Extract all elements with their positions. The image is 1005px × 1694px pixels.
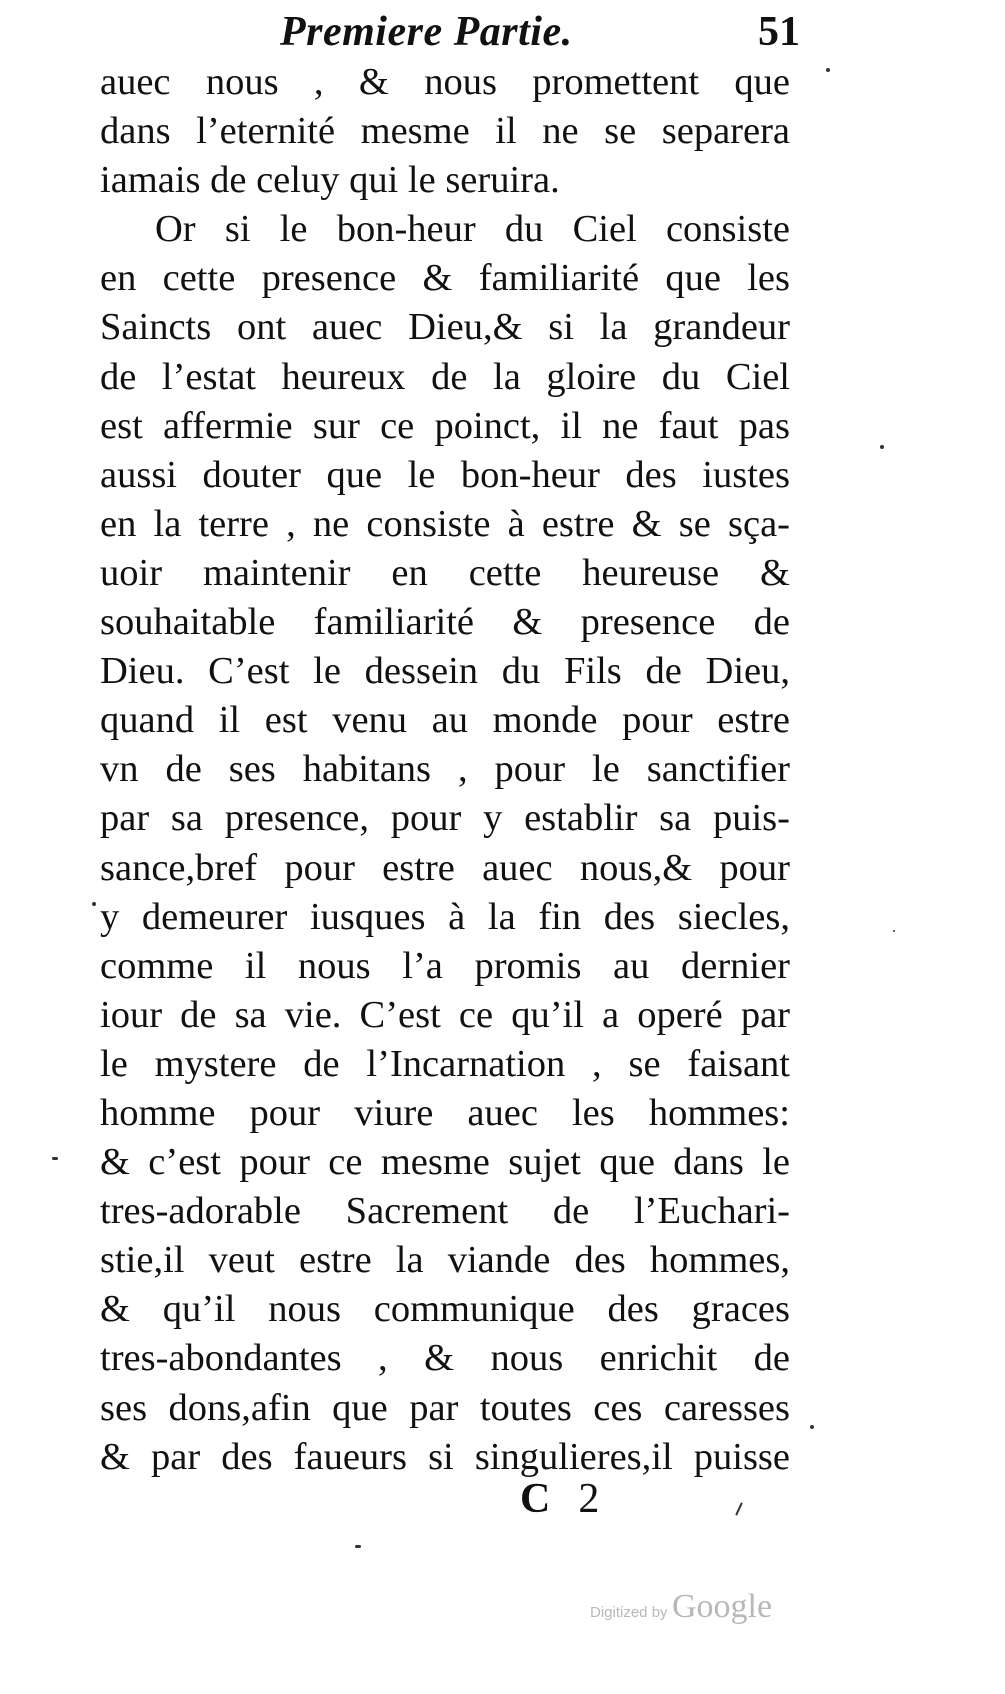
text-line: est affermie sur ce poinct, il ne faut pas <box>100 404 790 447</box>
scan-speck <box>355 1545 361 1548</box>
signature-mark <box>520 1475 627 1523</box>
text-line: dans l’eternité mesme il ne se separera <box>100 110 790 153</box>
text-line: souhaitable familiarité & presence de <box>100 601 790 644</box>
text-line: le mystere de l’Incarnation , se faisant <box>100 1042 790 1085</box>
digitized-watermark <box>590 1588 772 1626</box>
text-line: vn de ses habitans , pour le sanctifier <box>100 748 790 791</box>
text-line: y demeurer iusques à la fin des siecles, <box>100 895 790 938</box>
text-line: & par des faueurs si singulieres,il puisse <box>100 1435 790 1478</box>
text-line: auec nous , & nous promettent que <box>100 61 790 103</box>
google-logo: Google <box>672 1588 773 1625</box>
text-line: comme il nous l’a promis au dernier <box>100 944 790 987</box>
page-number: 51 <box>758 9 800 55</box>
scan-speck <box>826 68 830 72</box>
scan-speck <box>92 902 96 906</box>
text-line: homme pour viure auec les hommes: <box>100 1091 790 1134</box>
text-line: de l’estat heureux de la gloire du Ciel <box>100 355 790 398</box>
text-line: & c’est pour ce mesme sujet que dans le <box>100 1141 790 1184</box>
text-line: iour de sa vie. C’est ce qu’il a operé par <box>100 993 790 1036</box>
signature-letter: C <box>520 1476 579 1522</box>
text-line: stie,il veut estre la viande des hommes, <box>100 1239 790 1282</box>
text-line: Dieu. C’est le dessein du Fils de Dieu, <box>100 650 790 693</box>
body-text <box>100 58 790 1482</box>
scan-speck <box>52 1157 58 1160</box>
text-line: par sa presence, pour y establir sa puis- <box>100 797 790 840</box>
text-line: & qu’il nous communique des graces <box>100 1288 790 1331</box>
text-line: en la terre , ne consiste à estre & se sça- <box>100 502 790 545</box>
scan-speck <box>810 1425 814 1429</box>
scan-speck <box>893 930 895 932</box>
text-line: Or si le bon-heur du Ciel consiste <box>155 208 790 251</box>
text-line: sance,bref pour estre auec nous,& pour <box>100 846 790 889</box>
scan-speck <box>880 445 884 449</box>
text-line: ses dons,afin que par toutes ces caresses <box>100 1386 790 1429</box>
watermark-prefix: Digitized by <box>590 1604 668 1621</box>
text-line: tres-adorable Sacrement de l’Euchari- <box>100 1190 790 1233</box>
text-line: quand il est venu au monde pour estre <box>100 699 790 742</box>
scan-speck <box>735 1502 743 1516</box>
signature-number: 2 <box>578 1476 628 1522</box>
text-line: tres-abondantes , & nous enrichit de <box>100 1337 790 1380</box>
text-line: en cette presence & familiarité que les <box>100 257 790 300</box>
text-line: Saincts ont auec Dieu,& si la grandeur <box>100 306 790 349</box>
running-title: Premiere Partie. <box>280 9 573 55</box>
text-line: iamais de celuy qui le seruira. <box>100 159 560 202</box>
text-line: aussi douter que le bon-heur des iustes <box>100 453 790 496</box>
text-line: uoir maintenir en cette heureuse & <box>100 551 790 594</box>
